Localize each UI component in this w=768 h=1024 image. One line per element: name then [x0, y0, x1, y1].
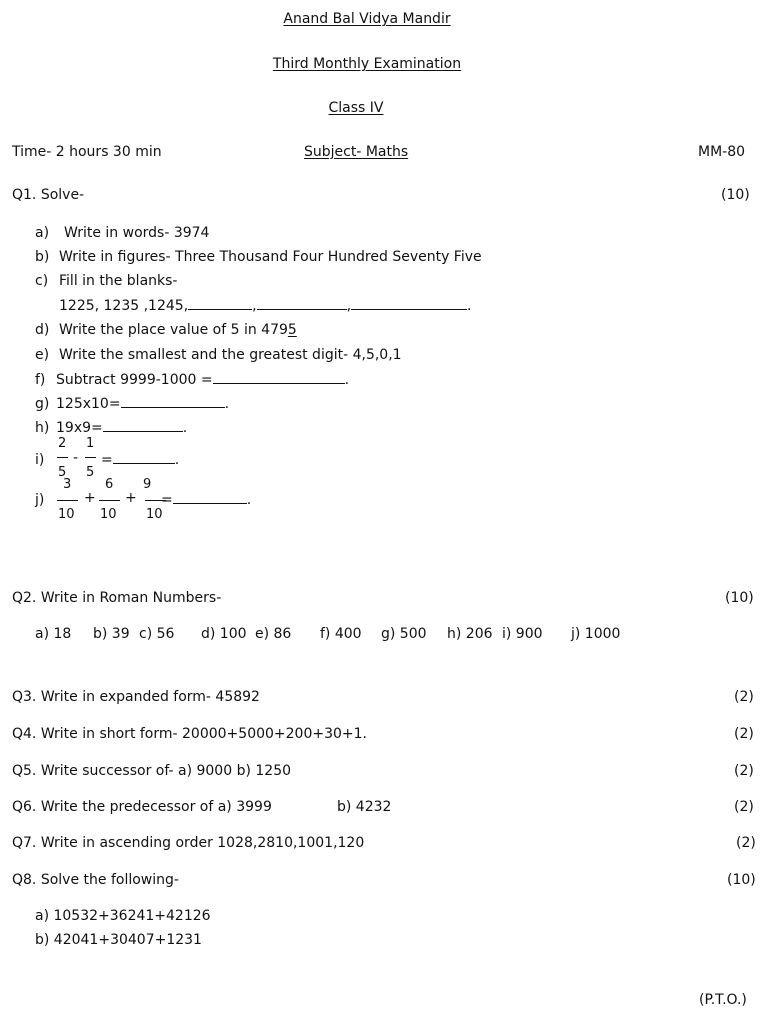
pto-label: (P.T.O.)	[699, 992, 747, 1008]
q3-title: Q3. Write in expanded form- 45892	[12, 689, 260, 705]
q1j-eq: =	[161, 492, 173, 508]
blank-line	[121, 406, 225, 408]
q2-item: i) 900	[502, 626, 543, 642]
q2-item: h) 206	[447, 626, 493, 642]
class-title: Class IV	[328, 100, 384, 116]
q2-item: c) 56	[139, 626, 175, 642]
blank-line	[213, 382, 345, 384]
q1d-question: Write the place value of 5 in 479	[59, 322, 288, 338]
q1f-question: Subtract 9999-1000 =	[56, 372, 213, 388]
q1d-label: d)	[35, 322, 50, 338]
q8-marks: (10)	[727, 872, 756, 888]
q1i-numerator-1: 2	[58, 436, 67, 451]
q1j-numerator-2: 6	[105, 477, 114, 492]
q1j-operator-1: +	[84, 490, 96, 506]
q1a-label: a)	[35, 225, 50, 241]
q1j-numerator-3: 9	[143, 477, 152, 492]
school-name: Anand Bal Vidya Mandir	[283, 11, 451, 27]
q6-part-b: b) 4232	[337, 799, 392, 815]
q8-title: Q8. Solve the following-	[12, 872, 179, 888]
blank-line	[173, 502, 247, 504]
q3-marks: (2)	[734, 689, 754, 705]
q2-item: j) 1000	[571, 626, 621, 642]
q1c-sequence-text: 1225, 1235 ,1245,	[59, 298, 189, 314]
q2-marks: (10)	[725, 590, 754, 606]
q1i-denominator-1: 5	[58, 465, 67, 480]
fraction-bar	[85, 457, 96, 458]
q2-item: f) 400	[320, 626, 362, 642]
q1i-eq: =	[101, 452, 113, 468]
q1i-label: i)	[35, 452, 45, 468]
q4-title: Q4. Write in short form- 20000+5000+200+30+1.	[12, 726, 368, 742]
q1h-question: 19x9=	[56, 420, 103, 436]
q1i-equals: = .	[101, 452, 180, 468]
blank-line	[351, 308, 467, 310]
q1j-denominator-3: 10	[146, 507, 163, 522]
q1j-numerator-1: 3	[63, 477, 72, 492]
q7-marks: (2)	[736, 835, 756, 851]
q1j-denominator-1: 10	[58, 507, 75, 522]
q6-title: Q6. Write the predecessor of a) 3999	[12, 799, 272, 815]
blank-line	[113, 462, 175, 464]
q5-marks: (2)	[734, 763, 754, 779]
q1-marks: (10)	[721, 187, 750, 203]
q1j-operator-2: +	[125, 490, 137, 506]
q1c-label: c)	[35, 273, 49, 289]
fraction-bar	[57, 500, 78, 501]
q1f-text: Subtract 9999-1000 = .	[56, 372, 350, 388]
q1c-text: Fill in the blanks-	[59, 273, 178, 289]
blank-line	[188, 308, 252, 310]
q1j-equals: = .	[161, 492, 252, 508]
q1g-question: 125x10=	[56, 396, 121, 412]
q2-item: e) 86	[255, 626, 292, 642]
q1g-label: g)	[35, 396, 50, 412]
q4-marks: (2)	[734, 726, 754, 742]
fraction-bar	[99, 500, 120, 501]
q1j-denominator-2: 10	[100, 507, 117, 522]
q2-item: b) 39	[93, 626, 130, 642]
q1h-label: h)	[35, 420, 50, 436]
q2-title: Q2. Write in Roman Numbers-	[12, 590, 222, 606]
q1e-text: Write the smallest and the greatest digit- 4,5,0,1	[59, 347, 402, 363]
q1c-sequence: 1225, 1235 ,1245, , , .	[59, 298, 472, 314]
q8a-text: a) 10532+36241+42126	[35, 908, 211, 924]
q2-item: g) 500	[381, 626, 427, 642]
blank-line	[257, 308, 347, 310]
q1i-denominator-2: 5	[86, 465, 95, 480]
q1i-operator: -	[73, 450, 79, 466]
underlined-digit: 5	[287, 322, 297, 338]
q7-title: Q7. Write in ascending order 1028,2810,1001,120	[12, 835, 365, 851]
fraction-bar	[57, 457, 68, 458]
q1g-text: 125x10= .	[56, 396, 230, 412]
q1j-label: j)	[35, 492, 45, 508]
q1h-text: 19x9= .	[56, 420, 188, 436]
q5-title: Q5. Write successor of- a) 9000 b) 1250	[12, 763, 292, 779]
q1d-text	[59, 323, 297, 337]
q6-marks: (2)	[734, 799, 754, 815]
q1i-numerator-2: 1	[86, 436, 95, 451]
exam-title: Third Monthly Examination	[272, 56, 462, 72]
q2-item: d) 100	[201, 626, 247, 642]
q2-item: a) 18	[35, 626, 72, 642]
q1e-label: e)	[35, 347, 50, 363]
max-marks: MM-80	[698, 144, 746, 160]
time-label: Time- 2 hours 30 min	[12, 144, 162, 160]
q1f-label: f)	[35, 372, 46, 388]
q8b-text: b) 42041+30407+1231	[35, 932, 202, 948]
q1b-text: Write in figures- Three Thousand Four Hundred Seventy Five	[59, 249, 482, 265]
q1-title: Q1. Solve-	[12, 187, 85, 203]
blank-line	[103, 430, 183, 432]
q1a-text: Write in words- 3974	[64, 225, 210, 241]
subject-label: Subject- Maths	[304, 144, 409, 160]
q1b-label: b)	[35, 249, 50, 265]
